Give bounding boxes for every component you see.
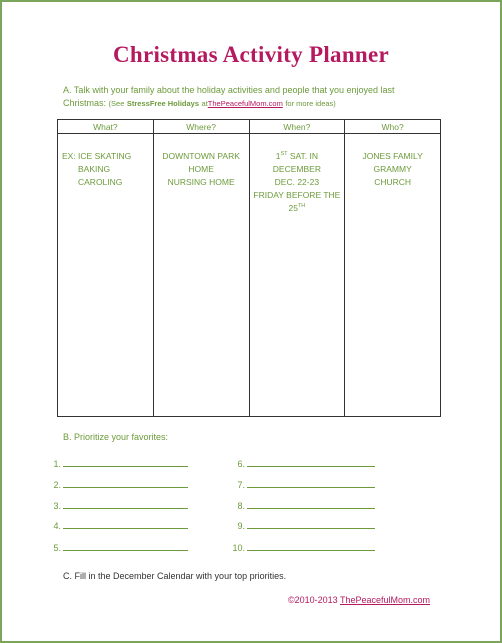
- section-a-at: at: [201, 99, 208, 108]
- priority-line-4[interactable]: [49, 520, 188, 531]
- activity-table: [57, 119, 441, 417]
- priority-line-6[interactable]: [233, 458, 375, 469]
- priority-line-9[interactable]: [233, 520, 375, 531]
- section-a-line2: [63, 97, 443, 110]
- where-cell[interactable]: [153, 134, 249, 417]
- when-first-num: 1: [275, 151, 281, 161]
- priority-number: 5.: [53, 543, 61, 553]
- what-item: EX: ICE SKATING: [62, 151, 132, 161]
- priority-blank[interactable]: [63, 542, 188, 551]
- when-item-first-sat: [251, 150, 344, 176]
- section-a-stressfree: StressFree Holidays: [126, 99, 200, 108]
- when-fourth-sup: TH: [297, 203, 306, 210]
- when-item-25th: [251, 202, 344, 215]
- section-c-label: C. Fill in the December Calendar with your top priorities.: [63, 571, 287, 581]
- where-item: DOWNTOWN PARK: [162, 151, 240, 161]
- priority-number: 7.: [237, 480, 245, 490]
- priority-number: 2.: [53, 480, 61, 490]
- priority-blank[interactable]: [63, 458, 188, 467]
- header-when: When?: [249, 120, 345, 134]
- where-item: NURSING HOME: [167, 177, 235, 187]
- section-b-label: B. Prioritize your favorites:: [63, 432, 169, 442]
- priority-blank[interactable]: [63, 520, 188, 529]
- priority-blank[interactable]: [247, 458, 375, 467]
- when-first-sup: ST: [280, 151, 288, 158]
- who-item: GRAMMY: [373, 164, 412, 174]
- when-first-rest: SAT. IN DECEMBER: [272, 151, 321, 174]
- section-a-instructions: [63, 84, 443, 110]
- priority-number: 4.: [53, 521, 61, 531]
- priority-blank[interactable]: [63, 500, 188, 509]
- priority-blank[interactable]: [247, 479, 375, 488]
- section-a-paren-open: (See: [108, 99, 125, 108]
- priority-number: 10.: [232, 543, 245, 553]
- priority-blank[interactable]: [247, 520, 375, 529]
- header-what: What?: [58, 120, 154, 134]
- priority-line-3[interactable]: [49, 500, 188, 511]
- priority-number: 9.: [237, 521, 245, 531]
- when-item: DEC. 22-23: [274, 177, 320, 187]
- who-item: CHURCH: [374, 177, 412, 187]
- peacefulmom-link[interactable]: ThePeacefulMom.com: [207, 99, 283, 108]
- copyright-text: ©2010-2013: [288, 595, 338, 605]
- section-a-paren-close: for more ideas): [285, 99, 336, 108]
- who-item: JONES FAMILY: [362, 151, 423, 161]
- priority-line-10[interactable]: [229, 542, 375, 553]
- priority-number: 1.: [53, 459, 61, 469]
- who-cell[interactable]: [345, 134, 441, 417]
- section-a-line1: A. Talk with your family about the holiday activities and people that you enjoyed last: [63, 85, 395, 95]
- activity-table-header-row: [58, 120, 441, 134]
- activity-table-row: [58, 134, 441, 417]
- header-where: Where?: [153, 120, 249, 134]
- priority-blank[interactable]: [247, 542, 375, 551]
- priority-number: 8.: [237, 501, 245, 511]
- footer-link[interactable]: ThePeacefulMom.com: [340, 595, 431, 605]
- what-item: CAROLING: [78, 177, 123, 187]
- priority-number: 6.: [237, 459, 245, 469]
- priority-line-5[interactable]: [49, 542, 188, 553]
- when-item: FRIDAY BEFORE THE: [253, 190, 341, 200]
- priority-blank[interactable]: [63, 479, 188, 488]
- priority-line-7[interactable]: [233, 479, 375, 490]
- when-cell[interactable]: [249, 134, 345, 417]
- priority-number: 3.: [53, 501, 61, 511]
- where-item: HOME: [188, 164, 214, 174]
- priority-blank[interactable]: [247, 500, 375, 509]
- priority-line-2[interactable]: [49, 479, 188, 490]
- when-fourth-num: 25: [288, 203, 298, 213]
- what-item: BAKING: [78, 164, 111, 174]
- priority-line-1[interactable]: [49, 458, 188, 469]
- footer-copyright: [288, 595, 430, 605]
- what-cell[interactable]: [58, 134, 154, 417]
- page-title: Christmas Activity Planner: [112, 42, 390, 67]
- section-a-christmas-label: Christmas:: [63, 98, 107, 108]
- header-who: Who?: [345, 120, 441, 134]
- priority-line-8[interactable]: [233, 500, 375, 511]
